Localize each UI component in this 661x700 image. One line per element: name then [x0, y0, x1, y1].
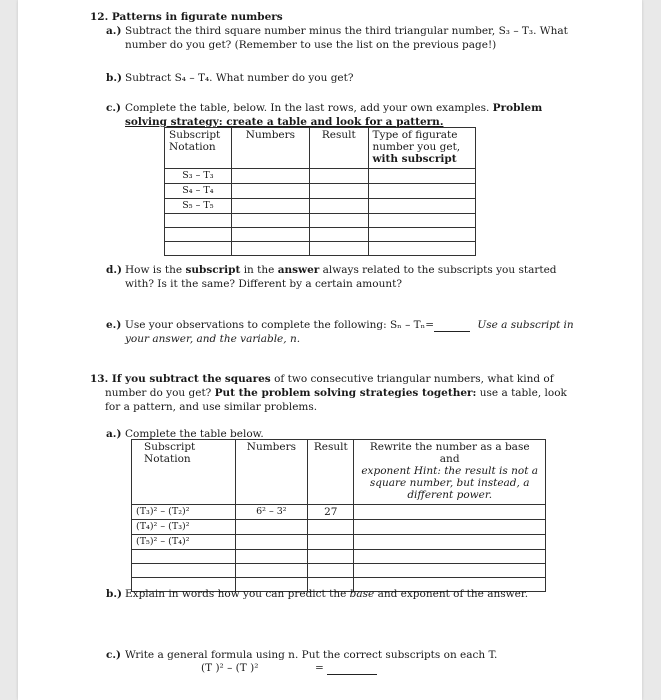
q12b-label: b.) [106, 72, 122, 84]
row-result-cell[interactable] [310, 169, 368, 184]
q13b-text [125, 588, 528, 601]
table-header-row [132, 440, 546, 505]
header-numbers: Numbers [231, 128, 309, 169]
row-result-cell[interactable] [308, 535, 354, 550]
table-row [132, 535, 546, 550]
empty-cell[interactable] [235, 550, 308, 564]
q13a-text: Complete the table below. [125, 428, 264, 440]
empty-cell[interactable] [368, 242, 475, 256]
q12b-text: Subtract S₄ – T₄. What number do you get? [125, 72, 354, 84]
q12a-text-line2: number do you get? (Remember to use the list on the previous page!) [125, 39, 497, 51]
q12d-label: d.) [106, 264, 122, 276]
empty-cell[interactable] [165, 214, 232, 228]
row-notation: S₃ – T₃ [165, 169, 232, 184]
empty-cell[interactable] [132, 550, 236, 564]
q13-line1 [90, 373, 554, 386]
table-row [165, 199, 476, 214]
q12e-text-part: Use your observations to complete the following: Sₙ – Tₙ= [125, 319, 434, 331]
row-numbers-cell[interactable]: 6² – 3² [235, 505, 308, 520]
header-result: Result [310, 128, 368, 169]
q13b-label: b.) [106, 588, 122, 600]
table-row-empty [132, 550, 546, 564]
empty-cell[interactable] [354, 550, 546, 564]
q12d-text-line2: with? Is it the same? Different by a certain amount? [125, 278, 402, 290]
q13-table [131, 439, 546, 592]
header-text: number you get, [372, 141, 461, 153]
q12a-text-line1: Subtract the third square number minus the third triangular number, S₃ – T₃. What [125, 25, 568, 37]
q13-text-part: of two consecutive triangular numbers, what kind of [274, 373, 554, 385]
q13-text-part: number do you get? [105, 387, 212, 399]
q12d-text-part: in the [243, 264, 275, 276]
equals-sign: = [315, 662, 324, 674]
row-type-cell[interactable] [368, 199, 475, 214]
empty-cell[interactable] [165, 228, 232, 242]
table-row [165, 184, 476, 199]
header-text: square number, but instead, a [369, 477, 530, 489]
row-result-cell[interactable] [310, 199, 368, 214]
table-row-empty [165, 214, 476, 228]
answer-blank[interactable] [434, 321, 470, 332]
q12c-text-plain: Complete the table, below. In the last rows, add your own examples. [125, 102, 490, 114]
header-rewrite [354, 440, 546, 505]
q12-table [164, 127, 476, 256]
q13-line2 [105, 387, 567, 400]
empty-cell[interactable] [235, 564, 308, 578]
empty-cell[interactable] [368, 228, 475, 242]
q13c-label: c.) [106, 649, 122, 661]
empty-cell[interactable] [308, 550, 354, 564]
q12e-text-italic: Use a subscript in [477, 319, 574, 331]
q12c-strategy: solving strategy: create a table and look for a pattern. [125, 116, 444, 128]
row-type-cell[interactable] [368, 169, 475, 184]
q12e-text-line2: your answer, and the variable, n. [125, 333, 301, 345]
header-type-figurate [368, 128, 475, 169]
header-result: Result [308, 440, 354, 505]
header-subscript-notation [132, 440, 236, 505]
empty-cell[interactable] [231, 214, 309, 228]
row-notation: S₄ – T₄ [165, 184, 232, 199]
header-text: Notation [169, 141, 216, 153]
row-numbers-cell[interactable] [231, 184, 309, 199]
header-text: Subscript [144, 441, 196, 453]
q13b-text-italic: base [349, 588, 375, 600]
formula-expression: (T )² – (T )² [201, 662, 259, 674]
q13c-text: Write a general formula using n. Put the correct subscripts on each T. [125, 649, 498, 661]
header-text: Type of figurate [372, 129, 458, 141]
table-row [132, 505, 546, 520]
answer-blank[interactable] [327, 664, 377, 675]
row-notation: (T₃)² – (T₂)² [132, 505, 236, 520]
q12c-label: c.) [106, 102, 122, 114]
empty-cell[interactable] [310, 242, 368, 256]
q12e-text-line1 [125, 319, 574, 332]
empty-cell[interactable] [132, 564, 236, 578]
header-text: Rewrite the number as a base and [369, 441, 530, 465]
header-text: exponent Hint: the result is not a [361, 465, 539, 477]
q13b-text-part: and exponent of the answer. [377, 588, 529, 600]
q13-text-bold: squares [224, 373, 271, 385]
q12-title: 12. Patterns in figurate numbers [90, 11, 283, 23]
row-numbers-cell[interactable] [231, 199, 309, 214]
header-text: Notation [144, 453, 191, 465]
header-text: Subscript [169, 129, 221, 141]
table-row [165, 169, 476, 184]
header-subscript-notation [165, 128, 232, 169]
q12d-text-line1 [125, 264, 557, 277]
table-row-empty [165, 228, 476, 242]
empty-cell[interactable] [310, 228, 368, 242]
q12d-text-bold: answer [277, 264, 320, 276]
table-row-empty [165, 242, 476, 256]
row-notation: (T₄)² – (T₃)² [132, 520, 236, 535]
q12e-label: e.) [106, 319, 122, 331]
row-result-cell[interactable]: 27 [308, 505, 354, 520]
formula-equals [315, 662, 377, 675]
empty-cell[interactable] [354, 564, 546, 578]
q12d-text-bold: subscript [185, 264, 241, 276]
q12c-text-line1 [125, 102, 542, 115]
header-text: different power. [407, 489, 493, 501]
empty-cell[interactable] [368, 214, 475, 228]
q13-text-part: use a table, look [479, 387, 567, 399]
empty-cell[interactable] [165, 242, 232, 256]
row-notation: S₅ – T₅ [165, 199, 232, 214]
row-notation: (T₅)² – (T₄)² [132, 535, 236, 550]
row-type-cell[interactable] [368, 184, 475, 199]
table-header-row [165, 128, 476, 169]
row-rewrite-cell[interactable] [354, 520, 546, 535]
row-rewrite-cell[interactable] [354, 535, 546, 550]
q12c-text-bold: Problem [492, 102, 543, 114]
q13b-text-part: Explain in words how you can predict the [125, 588, 347, 600]
table-row-empty [132, 564, 546, 578]
q13-text-part: 13. If you subtract the [90, 373, 222, 385]
row-result-cell[interactable] [308, 520, 354, 535]
row-result-cell[interactable] [310, 184, 368, 199]
q12d-text-part: How is the [125, 264, 183, 276]
q13-text-bold: Put the problem solving strategies together: [214, 387, 477, 399]
empty-cell[interactable] [310, 214, 368, 228]
table-row [132, 520, 546, 535]
row-numbers-cell[interactable] [231, 169, 309, 184]
q13a-label: a.) [106, 428, 122, 440]
row-rewrite-cell[interactable] [354, 505, 546, 520]
q12a-label: a.) [106, 25, 122, 37]
q12d-text-part: always related to the subscripts you started [322, 264, 557, 276]
worksheet-page [18, 0, 642, 700]
row-numbers-cell[interactable] [235, 535, 308, 550]
empty-cell[interactable] [231, 242, 309, 256]
header-text: with subscript [372, 153, 457, 165]
empty-cell[interactable] [308, 564, 354, 578]
row-numbers-cell[interactable] [235, 520, 308, 535]
header-numbers: Numbers [235, 440, 308, 505]
q13-line3: for a pattern, and use similar problems. [105, 401, 318, 413]
empty-cell[interactable] [231, 228, 309, 242]
